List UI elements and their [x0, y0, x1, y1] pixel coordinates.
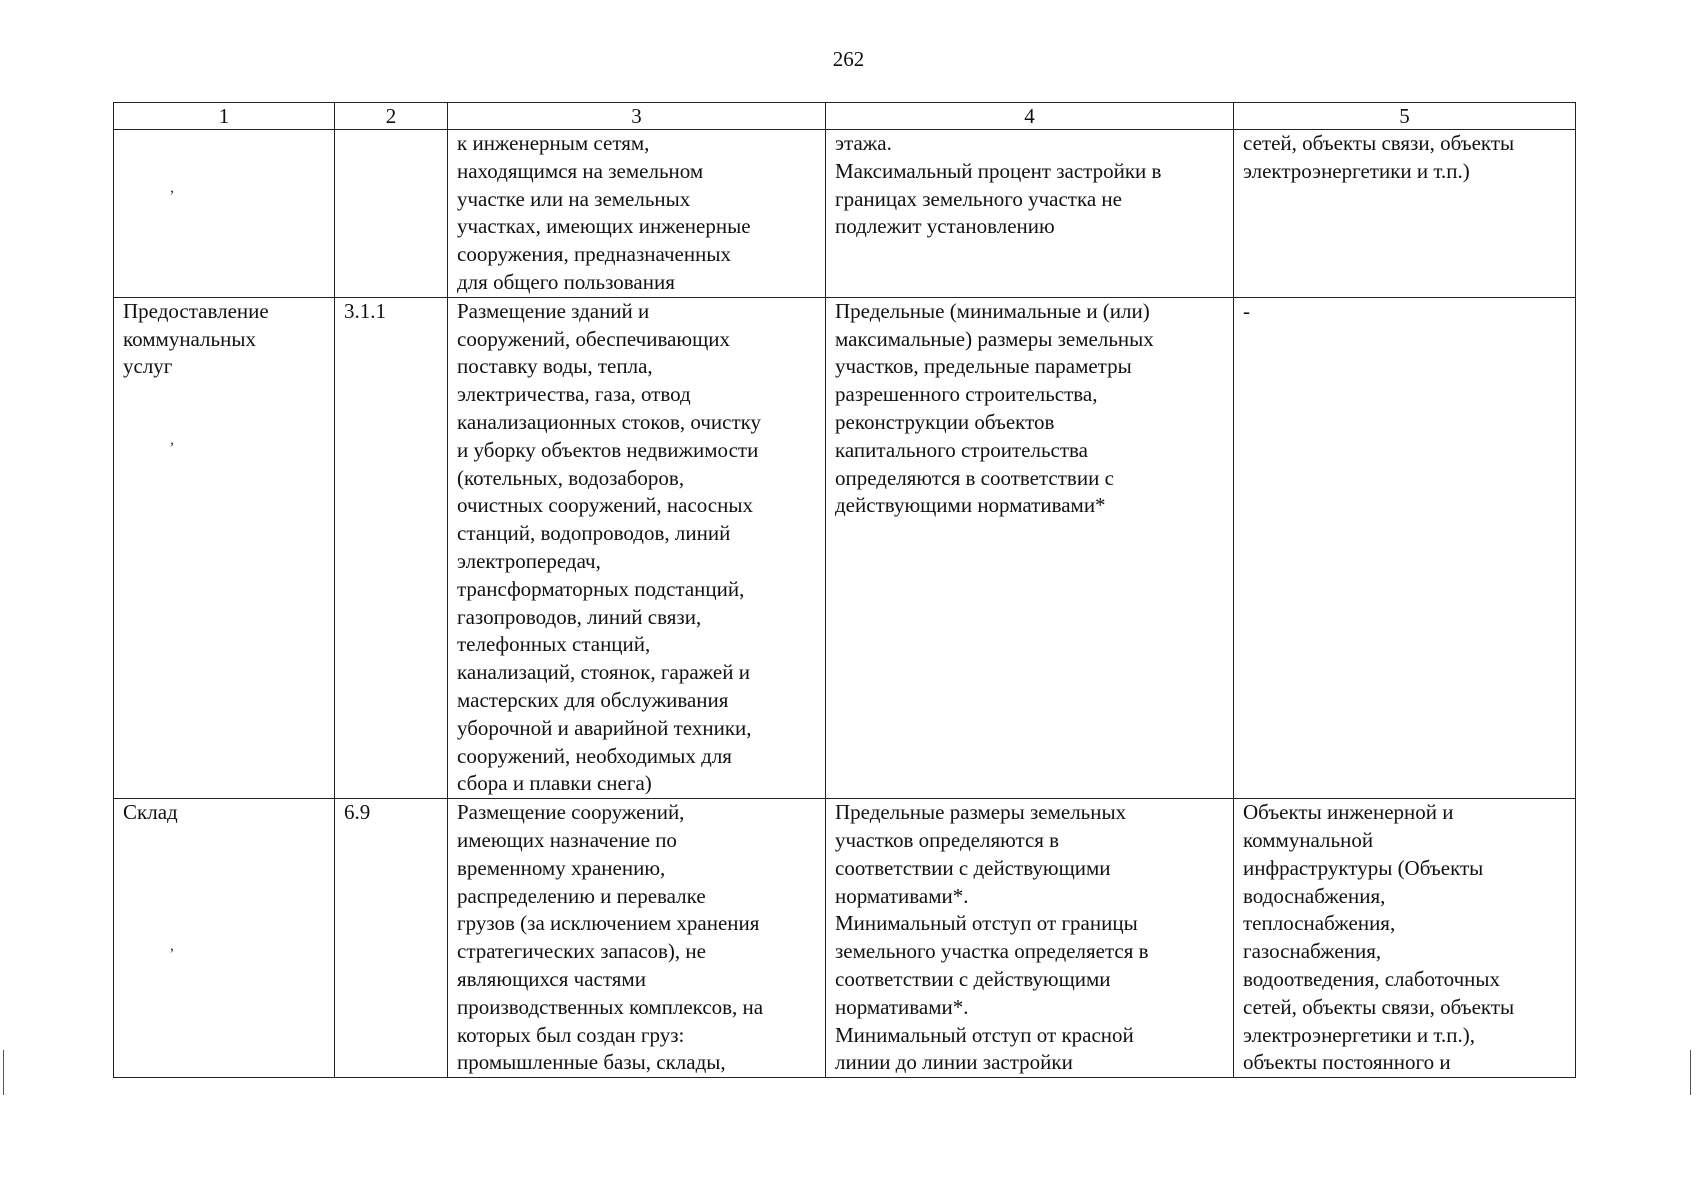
cell-text-line: инфраструктуры (Объекты — [1243, 855, 1484, 880]
cell-text-line: Склад — [123, 800, 178, 825]
cell-text-line: уборочной и аварийной техники, — [457, 715, 752, 740]
cell-text-line: Предельные (минимальные и (или) — [835, 298, 1150, 323]
column-header: 4 — [826, 103, 1234, 130]
description-cell — [448, 799, 826, 1078]
cell-text-line: канализационных стоков, очистку — [457, 409, 762, 434]
cell-text-line: сооружения, предназначенных — [457, 242, 731, 267]
cell-text-line: соответствии с действующими — [835, 855, 1111, 880]
cell-text-line: Объекты инженерной и — [1243, 800, 1454, 825]
cell-text-line: газоснабжения, — [1243, 939, 1382, 964]
use-type-cell — [114, 799, 335, 1078]
cell-text-line: распределению и перевалке — [457, 883, 706, 908]
cell-text-line: трансформаторных подстанций, — [457, 576, 745, 601]
cell-text-line: Максимальный процент застройки в — [835, 158, 1162, 183]
auxiliary-uses-cell — [1234, 799, 1576, 1078]
cell-text-line: газопроводов, линий связи, — [457, 604, 702, 629]
auxiliary-uses-cell — [1234, 130, 1576, 298]
cell-text-line: к инженерным сетям, — [457, 131, 650, 155]
parameters-cell — [826, 297, 1234, 798]
column-header: 1 — [114, 103, 335, 130]
cell-text-line: услуг — [123, 354, 173, 379]
cell-text-line: Размещение сооружений, — [457, 800, 685, 825]
page-number: 262 — [832, 47, 865, 71]
cell-text-line: капитального строительства — [835, 437, 1088, 462]
cell-text-line: границах земельного участка не — [835, 186, 1122, 211]
cell-text-line: действующими нормативами* — [835, 493, 1106, 518]
cell-text-line: объекты постоянного и — [1243, 1050, 1451, 1075]
scan-edge-mark — [1690, 1050, 1691, 1095]
cell-text-line: участках, имеющих инженерные — [457, 214, 751, 239]
cell-text-line: реконструкции объектов — [835, 409, 1055, 434]
code-cell: 3.1.1 — [335, 297, 448, 798]
cell-text-line: теплоснабжения, — [1243, 911, 1396, 936]
cell-text-line: водоснабжения, — [1243, 883, 1386, 908]
cell-text-line: соответствии с действующими — [835, 966, 1111, 991]
cell-text-line: водоотведения, слаботочных — [1243, 966, 1501, 991]
auxiliary-uses-cell — [1234, 297, 1576, 798]
cell-text-line: являющихся частями — [457, 966, 646, 991]
cell-text-line: для общего пользования — [457, 269, 675, 294]
cell-text-line: подлежит установлению — [835, 214, 1055, 239]
use-type-cell — [114, 297, 335, 798]
cell-text-line: нормативами*. — [835, 883, 969, 908]
cell-text-line: сооружений, необходимых для — [457, 743, 732, 768]
cell-text-line: участков, предельные параметры — [835, 354, 1132, 379]
cell-text-line: электропередач, — [457, 548, 601, 573]
parameters-cell — [826, 130, 1234, 298]
cell-text-line: сбора и плавки снега) — [457, 771, 652, 796]
cell-text-line: сооружений, обеспечивающих — [457, 326, 730, 351]
cell-text-line: электричества, газа, отвод — [457, 382, 691, 407]
cell-text-line: сетей, объекты связи, объекты — [1243, 994, 1515, 1019]
cell-text-line: которых был создан груз: — [457, 1022, 685, 1047]
column-header: 2 — [335, 103, 448, 130]
cell-text-line: нормативами*. — [835, 994, 969, 1019]
cell-text-line: земельного участка определяется в — [835, 939, 1149, 964]
cell-text-line: Предельные размеры земельных — [835, 800, 1127, 825]
table-row — [114, 297, 1576, 798]
cell-text-line: сетей, объекты связи, объекты — [1243, 131, 1515, 155]
parameters-cell — [826, 799, 1234, 1078]
cell-text-line: коммунальной — [1243, 827, 1374, 852]
cell-text-line: (котельных, водозаборов, — [457, 465, 685, 490]
cell-text-line: Размещение зданий и — [457, 298, 650, 323]
cell-text-line: производственных комплексов, на — [457, 994, 764, 1019]
cell-text-line: телефонных станций, — [457, 632, 651, 657]
cell-text-line: станций, водопроводов, линий — [457, 521, 731, 546]
cell-text-line: очистных сооружений, насосных — [457, 493, 753, 518]
cell-text-line: участке или на земельных — [457, 186, 691, 211]
cell-text-line: промышленные базы, склады, — [457, 1050, 726, 1075]
cell-text-line: поставку воды, тепла, — [457, 354, 653, 379]
cell-text-line: определяются в соответствии с — [835, 465, 1114, 490]
code-cell: 6.9 — [335, 799, 448, 1078]
cell-text-line: максимальные) размеры земельных — [835, 326, 1154, 351]
cell-text-line: мастерских для обслуживания — [457, 687, 729, 712]
cell-text-line: участков определяются в — [835, 827, 1060, 852]
cell-text-line: Минимальный отступ от красной — [835, 1022, 1134, 1047]
cell-text-line: электроэнергетики и т.п.) — [1243, 158, 1470, 183]
cell-text-line: - — [1243, 298, 1250, 323]
cell-text-line: стратегических запасов), не — [457, 939, 706, 964]
cell-text-line: находящимся на земельном — [457, 158, 704, 183]
cell-text-line: разрешенного строительства, — [835, 382, 1098, 407]
cell-text-line: линии до линии застройки — [835, 1050, 1073, 1075]
cell-text-line: этажа. — [835, 131, 892, 155]
scan-mark: , — [170, 937, 174, 954]
cell-text-line: грузов (за исключением хранения — [457, 911, 760, 936]
column-header: 3 — [448, 103, 826, 130]
cell-text-line: временному хранению, — [457, 855, 666, 880]
column-header: 5 — [1234, 103, 1576, 130]
table-header-row — [114, 103, 1576, 130]
scan-mark: , — [170, 179, 174, 196]
cell-text-line: и уборку объектов недвижимости — [457, 437, 759, 462]
zoning-table — [113, 102, 1576, 1078]
cell-text-line: электроэнергетики и т.п.), — [1243, 1022, 1475, 1047]
scan-edge-mark — [3, 1050, 4, 1095]
scan-mark: , — [170, 431, 174, 448]
cell-text-line: Минимальный отступ от границы — [835, 911, 1138, 936]
description-cell — [448, 130, 826, 298]
cell-text-line: Предоставление — [123, 298, 269, 323]
table-row — [114, 799, 1576, 1078]
cell-text-line: имеющих назначение по — [457, 827, 677, 852]
code-cell — [335, 130, 448, 298]
table-row — [114, 130, 1576, 298]
use-type-cell — [114, 130, 335, 298]
cell-text-line: канализаций, стоянок, гаражей и — [457, 660, 750, 685]
description-cell — [448, 297, 826, 798]
cell-text-line: коммунальных — [123, 326, 256, 351]
